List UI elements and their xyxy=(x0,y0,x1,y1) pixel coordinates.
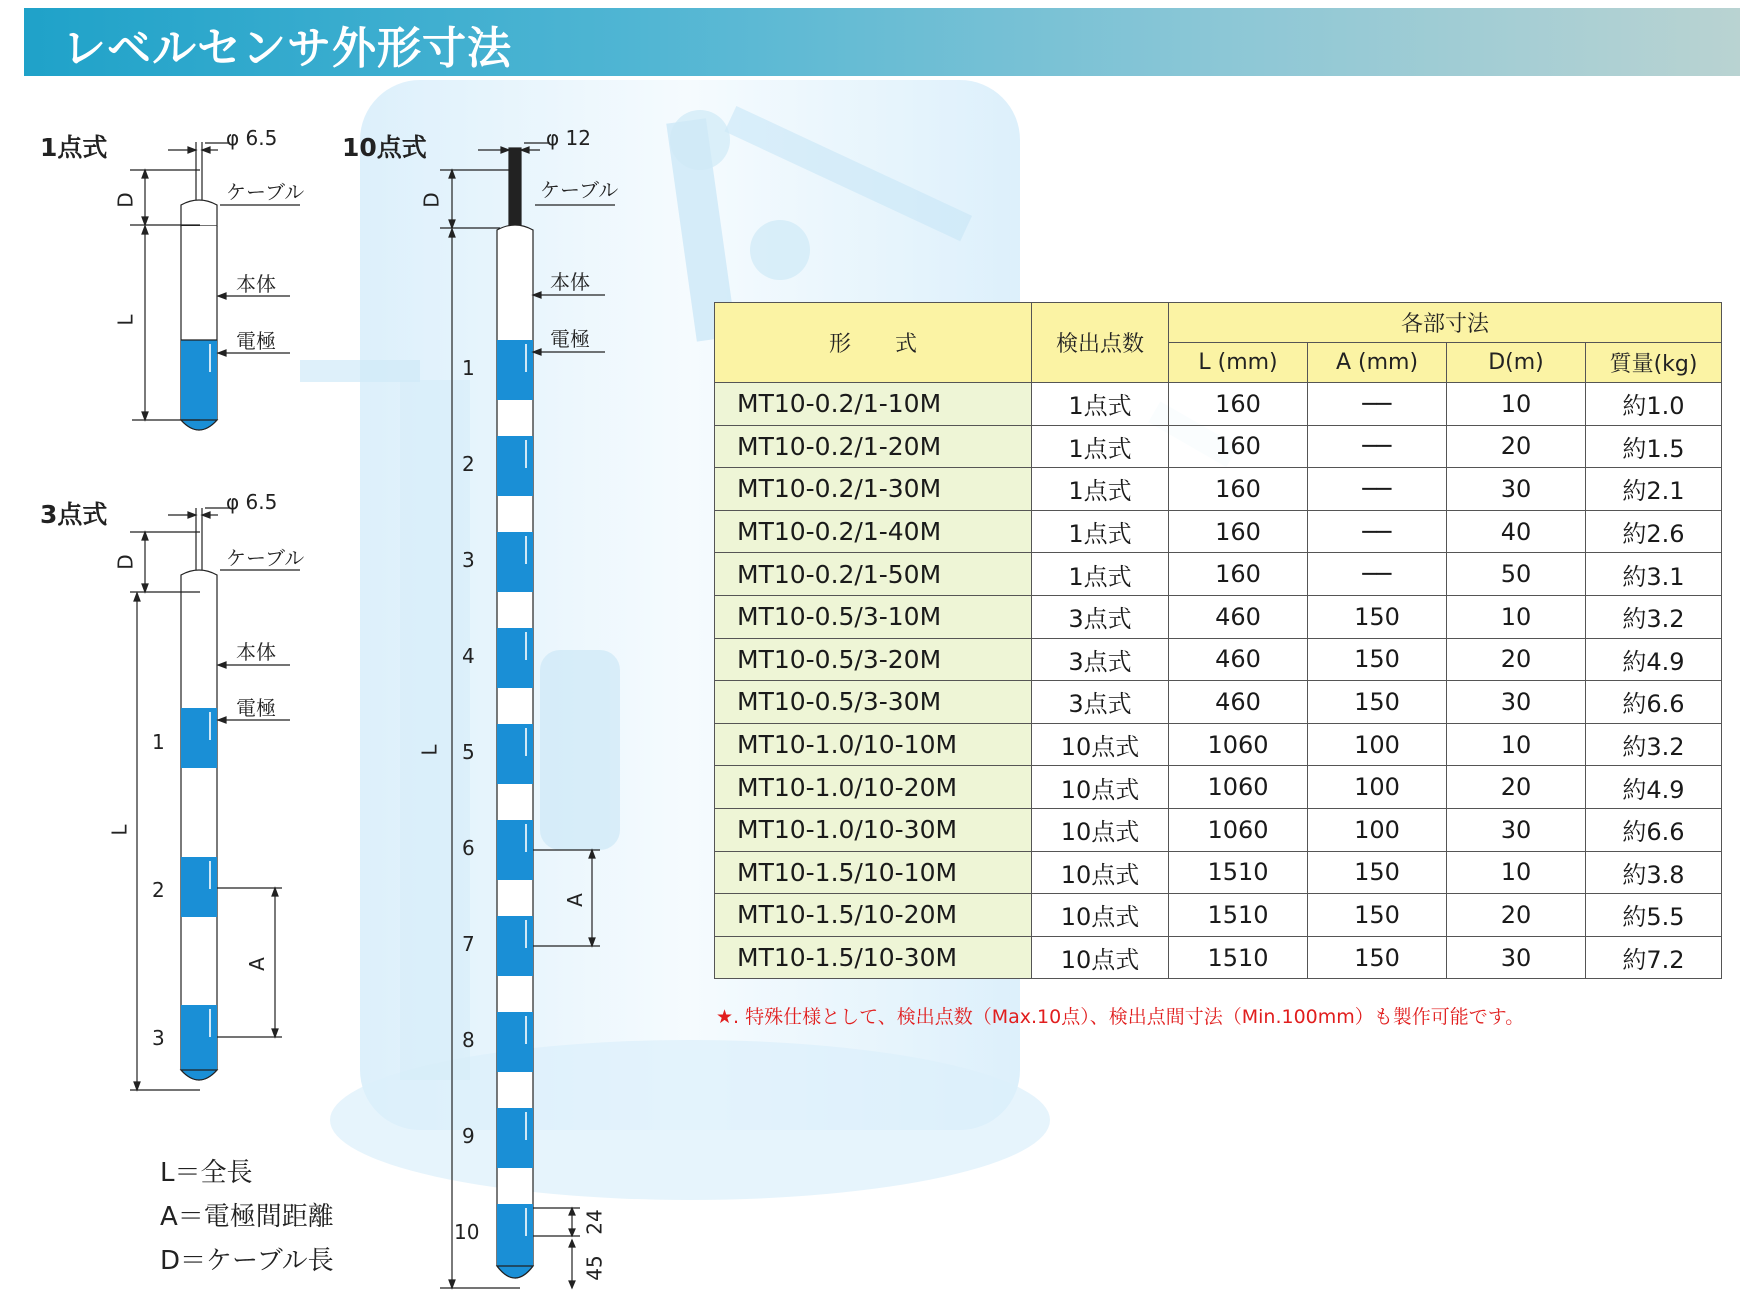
cell-mass: 約4.9 xyxy=(1586,766,1722,809)
table-row xyxy=(715,681,1722,724)
ten-point-dim-a: A xyxy=(562,893,587,907)
table-row xyxy=(715,894,1722,937)
cell-d: 40 xyxy=(1447,510,1586,553)
cell-a: 150 xyxy=(1308,894,1447,937)
specification-table xyxy=(714,302,1722,979)
ten-point-dim-24: 24 xyxy=(582,1209,607,1235)
cell-l: 1060 xyxy=(1169,723,1308,766)
ten-point-point-8: 8 xyxy=(462,1028,475,1052)
cell-mass: 約3.2 xyxy=(1586,595,1722,638)
table-row xyxy=(715,383,1722,426)
three-point-electrode-label: 電極 xyxy=(236,696,276,720)
cell-l: 460 xyxy=(1169,638,1308,681)
three-point-point-3: 3 xyxy=(152,1026,165,1050)
ten-point-electrode-label: 電極 xyxy=(550,327,590,351)
cell-model: MT10-0.5/3-20M xyxy=(715,638,1032,681)
one-point-dim-d: D xyxy=(113,192,138,208)
cell-a: ── xyxy=(1308,383,1447,426)
three-point-body-label: 本体 xyxy=(236,640,276,664)
cell-l: 160 xyxy=(1169,553,1308,596)
three-point-dim-a: A xyxy=(244,957,269,971)
cell-points: 10点式 xyxy=(1032,808,1169,851)
cell-model: MT10-0.5/3-30M xyxy=(715,681,1032,724)
table-row xyxy=(715,425,1722,468)
cell-model: MT10-0.2/1-50M xyxy=(715,553,1032,596)
ten-point-point-5: 5 xyxy=(462,740,475,764)
cell-model: MT10-1.0/10-20M xyxy=(715,766,1032,809)
cell-mass: 約6.6 xyxy=(1586,808,1722,851)
ten-point-point-4: 4 xyxy=(462,644,475,668)
three-point-sensor-drawing xyxy=(130,508,300,1090)
three-point-point-2: 2 xyxy=(152,878,165,902)
cell-mass: 約2.1 xyxy=(1586,468,1722,511)
cell-mass: 約3.2 xyxy=(1586,723,1722,766)
cell-d: 30 xyxy=(1447,468,1586,511)
ten-point-title: 10点式 xyxy=(342,133,427,162)
ten-point-point-2: 2 xyxy=(462,452,475,476)
three-point-cable-label: ケーブル xyxy=(226,546,305,570)
ten-point-point-3: 3 xyxy=(462,548,475,572)
ten-point-point-9: 9 xyxy=(462,1124,475,1148)
legend-l: L＝全長 xyxy=(160,1158,253,1188)
ten-point-dim-45: 45 xyxy=(582,1255,607,1281)
cell-d: 20 xyxy=(1447,894,1586,937)
cell-points: 3点式 xyxy=(1032,638,1169,681)
ten-point-point-1: 1 xyxy=(462,356,475,380)
header-model: 形 式 xyxy=(715,303,1032,383)
cell-d: 10 xyxy=(1447,595,1586,638)
cell-model: MT10-0.2/1-40M xyxy=(715,510,1032,553)
ten-point-body-label: 本体 xyxy=(550,270,590,294)
one-point-cable-label: ケーブル xyxy=(226,180,305,204)
cell-l: 1510 xyxy=(1169,851,1308,894)
one-point-electrode-label: 電極 xyxy=(236,329,276,353)
three-point-point-1: 1 xyxy=(152,730,165,754)
one-point-body-label: 本体 xyxy=(236,272,276,296)
cell-l: 160 xyxy=(1169,510,1308,553)
cell-d: 50 xyxy=(1447,553,1586,596)
cell-a: 100 xyxy=(1308,766,1447,809)
one-point-title: 1点式 xyxy=(40,133,108,162)
header-mass: 質量(kg) xyxy=(1586,343,1722,383)
ten-point-sensor-drawing xyxy=(440,143,615,1288)
cell-d: 30 xyxy=(1447,808,1586,851)
table-row xyxy=(715,510,1722,553)
cell-points: 10点式 xyxy=(1032,766,1169,809)
cell-mass: 約3.1 xyxy=(1586,553,1722,596)
table-row xyxy=(715,851,1722,894)
legend-d: D＝ケーブル長 xyxy=(160,1246,334,1276)
cell-mass: 約1.0 xyxy=(1586,383,1722,426)
cell-points: 3点式 xyxy=(1032,681,1169,724)
header-l: L (mm) xyxy=(1169,343,1308,383)
cell-points: 3点式 xyxy=(1032,595,1169,638)
cell-model: MT10-0.2/1-20M xyxy=(715,425,1032,468)
cell-points: 1点式 xyxy=(1032,510,1169,553)
table-row xyxy=(715,936,1722,979)
cell-model: MT10-1.5/10-20M xyxy=(715,894,1032,937)
cell-points: 1点式 xyxy=(1032,425,1169,468)
cell-model: MT10-1.0/10-10M xyxy=(715,723,1032,766)
cell-mass: 約7.2 xyxy=(1586,936,1722,979)
cell-a: ── xyxy=(1308,425,1447,468)
cell-l: 460 xyxy=(1169,681,1308,724)
cell-d: 20 xyxy=(1447,425,1586,468)
cell-mass: 約1.5 xyxy=(1586,425,1722,468)
cell-points: 10点式 xyxy=(1032,894,1169,937)
cell-d: 10 xyxy=(1447,383,1586,426)
cell-model: MT10-1.5/10-10M xyxy=(715,851,1032,894)
cell-d: 10 xyxy=(1447,851,1586,894)
ten-point-diameter-label: φ 12 xyxy=(546,126,591,150)
cell-model: MT10-0.2/1-10M xyxy=(715,383,1032,426)
cell-model: MT10-1.0/10-30M xyxy=(715,808,1032,851)
one-point-dim-l: L xyxy=(113,314,138,326)
cell-mass: 約2.6 xyxy=(1586,510,1722,553)
one-point-diameter-label: φ 6.5 xyxy=(226,126,278,150)
cell-points: 1点式 xyxy=(1032,553,1169,596)
three-point-dim-d: D xyxy=(113,554,138,570)
cell-l: 160 xyxy=(1169,383,1308,426)
ten-point-dim-l: L xyxy=(417,744,442,756)
ten-point-point-10: 10 xyxy=(454,1220,480,1244)
table-row xyxy=(715,468,1722,511)
ten-point-point-6: 6 xyxy=(462,836,475,860)
cell-d: 20 xyxy=(1447,638,1586,681)
cell-d: 30 xyxy=(1447,681,1586,724)
page-title: レベルセンサ外形寸法 xyxy=(62,23,512,74)
cell-mass: 約3.8 xyxy=(1586,851,1722,894)
cell-model: MT10-1.5/10-30M xyxy=(715,936,1032,979)
cell-a: ── xyxy=(1308,553,1447,596)
cell-a: ── xyxy=(1308,510,1447,553)
three-point-dim-l: L xyxy=(107,824,132,836)
cell-mass: 約4.9 xyxy=(1586,638,1722,681)
table-row xyxy=(715,723,1722,766)
ten-point-cable-label: ケーブル xyxy=(540,178,619,202)
cell-a: 150 xyxy=(1308,936,1447,979)
cell-l: 1510 xyxy=(1169,936,1308,979)
header-points: 検出点数 xyxy=(1032,303,1169,383)
cell-l: 1060 xyxy=(1169,808,1308,851)
cell-a: 150 xyxy=(1308,681,1447,724)
cell-d: 30 xyxy=(1447,936,1586,979)
cell-a: ── xyxy=(1308,468,1447,511)
table-row xyxy=(715,553,1722,596)
ten-point-dim-d: D xyxy=(419,192,444,208)
cell-d: 20 xyxy=(1447,766,1586,809)
cell-points: 10点式 xyxy=(1032,851,1169,894)
cell-model: MT10-0.5/3-10M xyxy=(715,595,1032,638)
header-a: A (mm) xyxy=(1308,343,1447,383)
cell-l: 160 xyxy=(1169,425,1308,468)
ten-point-point-7: 7 xyxy=(462,932,475,956)
special-spec-note: ★. 特殊仕様として、検出点数（Max.10点）、検出点間寸法（Min.100mm）も製作可能です。 xyxy=(716,1006,1525,1028)
table-row xyxy=(715,638,1722,681)
cell-d: 10 xyxy=(1447,723,1586,766)
three-point-title: 3点式 xyxy=(40,500,108,529)
cell-a: 100 xyxy=(1308,808,1447,851)
cell-points: 1点式 xyxy=(1032,468,1169,511)
cell-a: 150 xyxy=(1308,595,1447,638)
header-d: D(m) xyxy=(1447,343,1586,383)
legend-a: A＝電極間距離 xyxy=(160,1202,334,1232)
cell-mass: 約6.6 xyxy=(1586,681,1722,724)
cell-points: 10点式 xyxy=(1032,723,1169,766)
cell-l: 1510 xyxy=(1169,894,1308,937)
cell-l: 160 xyxy=(1169,468,1308,511)
cell-l: 460 xyxy=(1169,595,1308,638)
cell-l: 1060 xyxy=(1169,766,1308,809)
table-row xyxy=(715,595,1722,638)
table-row xyxy=(715,766,1722,809)
cell-a: 100 xyxy=(1308,723,1447,766)
cell-mass: 約5.5 xyxy=(1586,894,1722,937)
header-dimensions: 各部寸法 xyxy=(1169,303,1722,343)
cell-model: MT10-0.2/1-30M xyxy=(715,468,1032,511)
cell-a: 150 xyxy=(1308,638,1447,681)
three-point-diameter-label: φ 6.5 xyxy=(226,490,278,514)
cell-a: 150 xyxy=(1308,851,1447,894)
cell-points: 10点式 xyxy=(1032,936,1169,979)
cell-points: 1点式 xyxy=(1032,383,1169,426)
table-row xyxy=(715,808,1722,851)
